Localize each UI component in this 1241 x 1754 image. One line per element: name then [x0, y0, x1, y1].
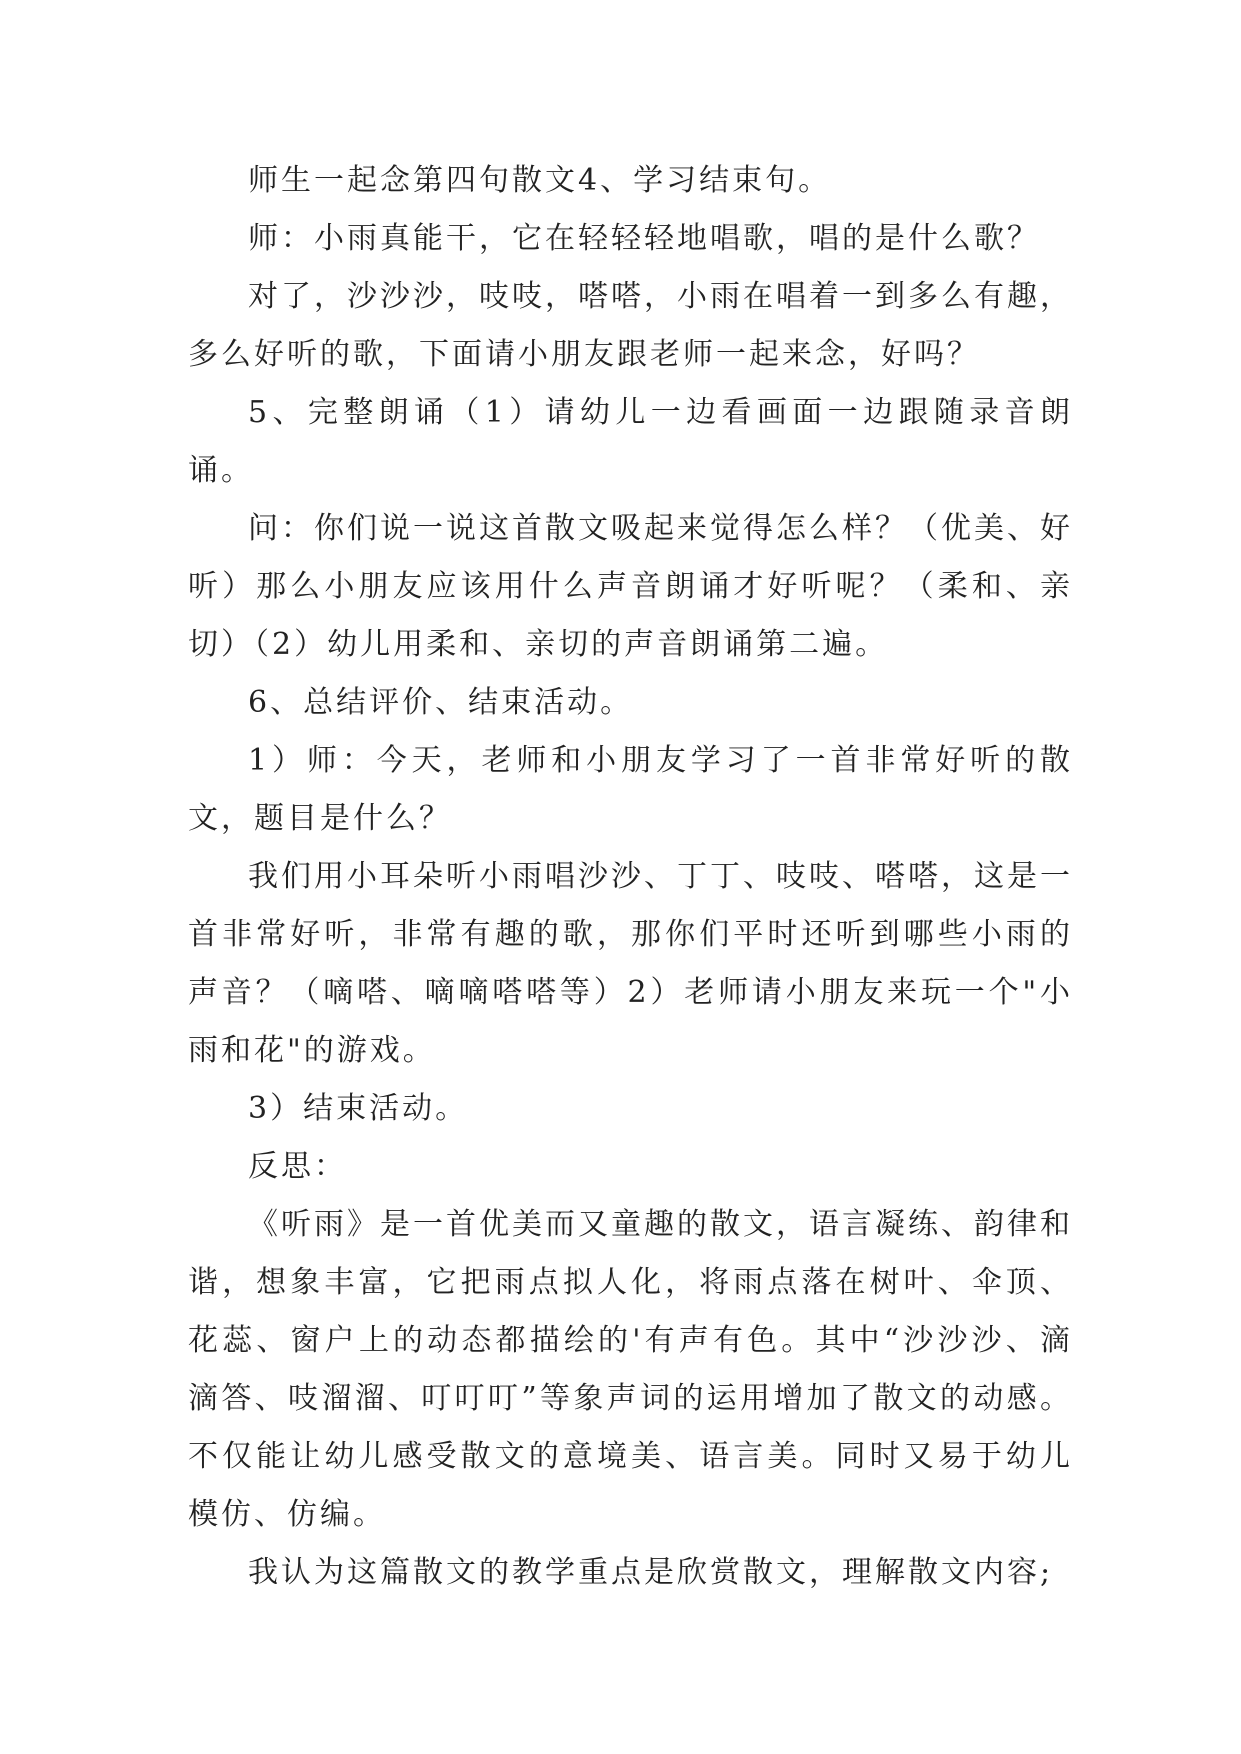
paragraph-12: 我认为这篇散文的教学重点是欣赏散文，理解散文内容;	[248, 1555, 1054, 1590]
paragraph-1: 师生一起念第四句散文4、学习结束句。	[248, 163, 832, 198]
paragraph-11: 《听雨》是一首优美而又童趣的散文，语言凝练、韵律和谐，想象丰富，它把雨点拟人化，将雨点落在树叶、伞顶、花蕊、窗户上的动态都描绘的'有声有色。其中“沙沙沙、滴滴答、吱溜溜、叮叮叮”等象声词的运用增加了散文的动感。不仅能让幼儿感受散文的意境美、语言美。同时又易于幼儿模仿、仿编。	[188, 1207, 1073, 1532]
paragraph-5: 问：你们说一说这首散文吸起来觉得怎么样？（优美、好听）那么小朋友应该用什么声音朗诵才好听呢？（柔和、亲切）（2）幼儿用柔和、亲切的声音朗诵第二遍。	[188, 511, 1073, 662]
document-body	[188, 152, 1073, 1602]
paragraph-7: 1）师：今天，老师和小朋友学习了一首非常好听的散文，题目是什么？	[188, 743, 1073, 836]
paragraph-3: 对了，沙沙沙，吱吱，嗒嗒，小雨在唱着一到多么有趣，多么好听的歌，下面请小朋友跟老师一起来念，好吗？	[188, 279, 1073, 372]
paragraph-8: 我们用小耳朵听小雨唱沙沙、丁丁、吱吱、嗒嗒，这是一首非常好听，非常有趣的歌，那你们平时还听到哪些小雨的声音？（嘀嗒、嘀嘀嗒嗒等）2）老师请小朋友来玩一个"小雨和花"的游戏。	[188, 859, 1073, 1068]
paragraph-2: 师：小雨真能干，它在轻轻轻地唱歌，唱的是什么歌？	[248, 221, 1040, 256]
paragraph-6: 6、总结评价、结束活动。	[248, 685, 634, 720]
paragraph-4: 5、完整朗诵（1）请幼儿一边看画面一边跟随录音朗诵。	[188, 395, 1073, 488]
paragraph-10: 反思：	[248, 1149, 347, 1184]
paragraph-9: 3）结束活动。	[248, 1091, 469, 1126]
